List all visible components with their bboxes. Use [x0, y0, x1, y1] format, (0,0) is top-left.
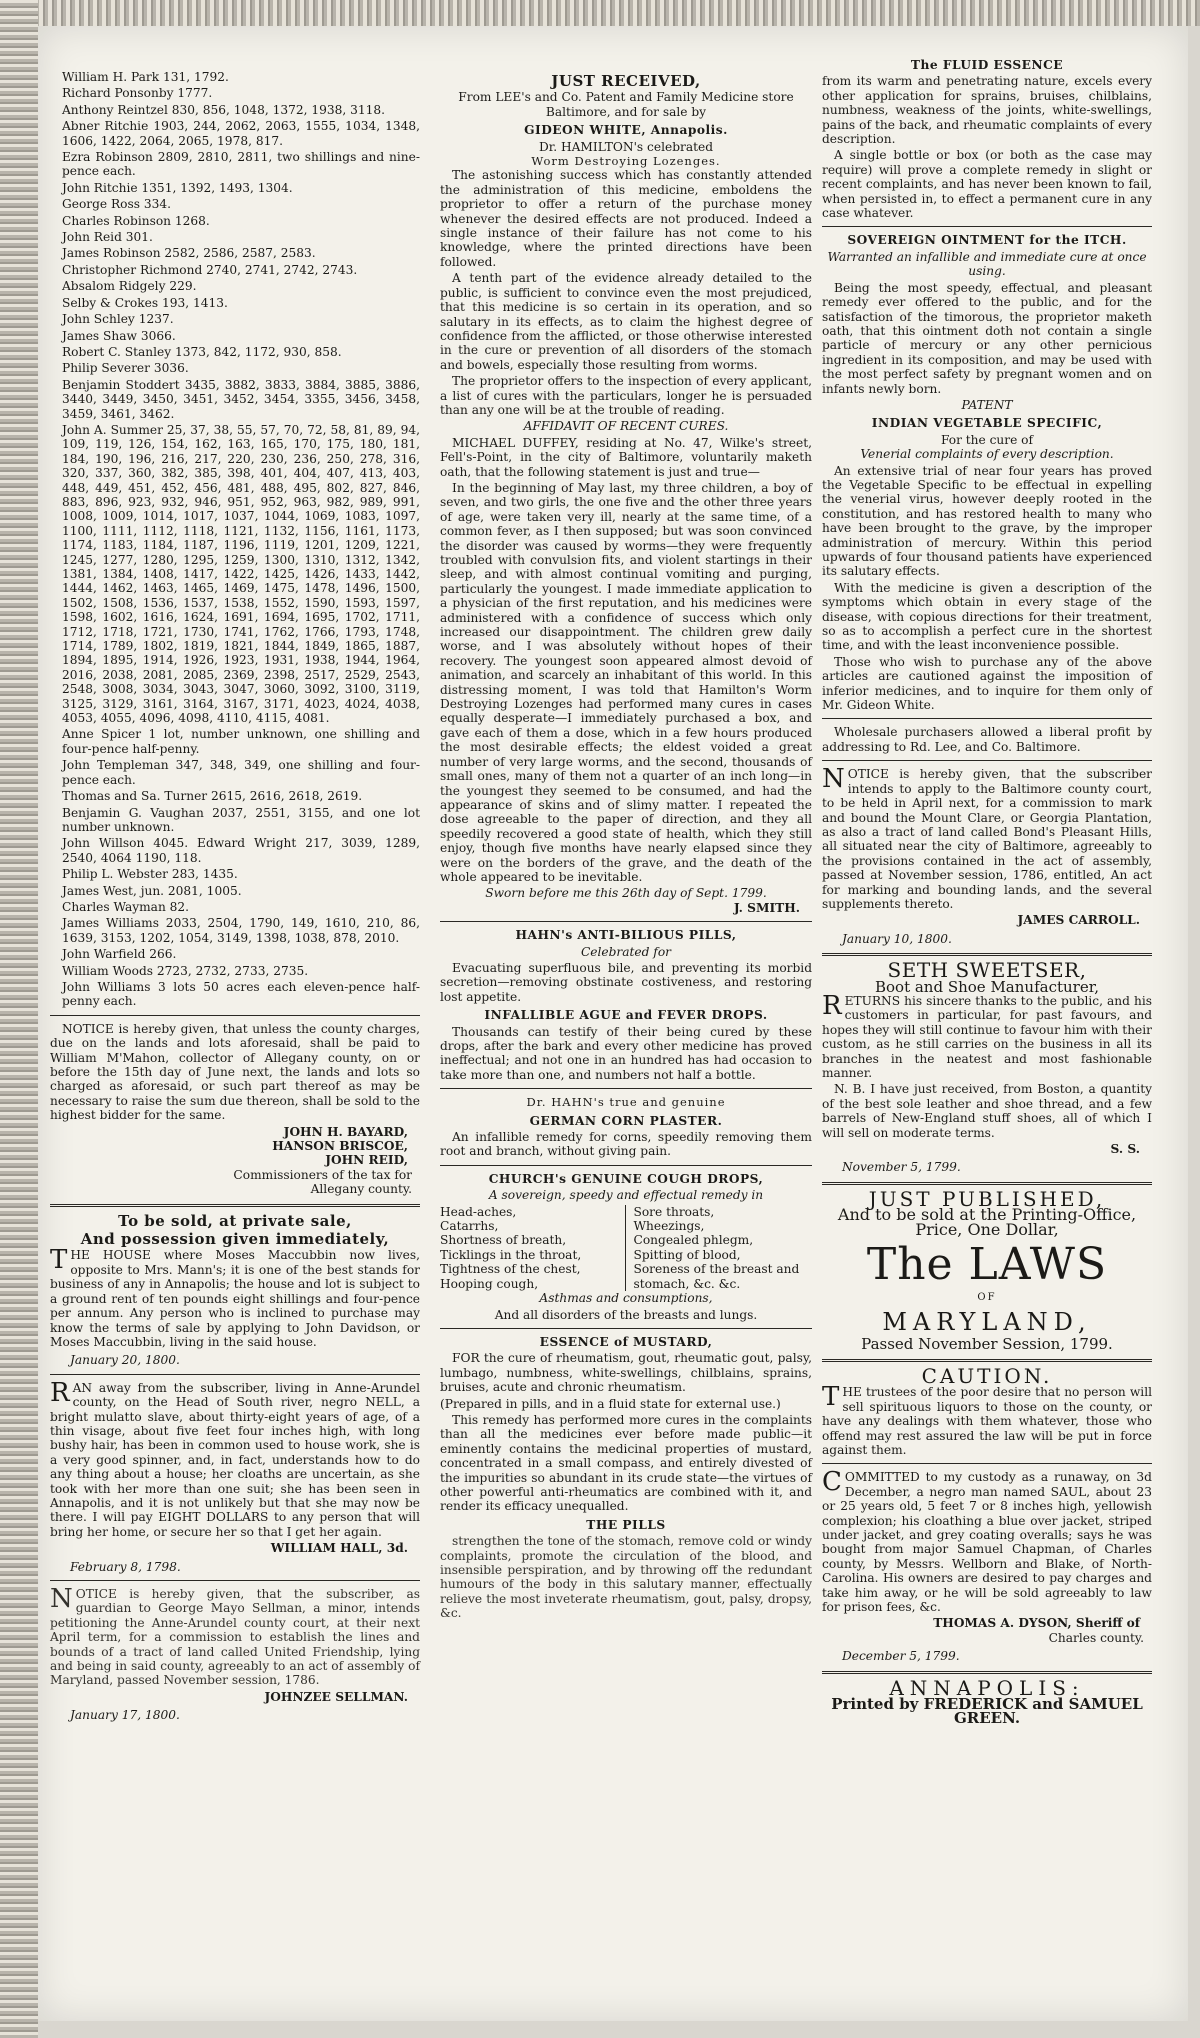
tax-list: [50, 70, 420, 1009]
tax-list-entry: Thomas and Sa. Turner 2615, 2616, 2618, 2619.: [62, 789, 363, 804]
divider: [822, 1463, 1152, 1464]
divider: [822, 226, 1152, 227]
cough-sub: A sovereign, speedy and effectual remedy in: [488, 1188, 764, 1203]
tax-list-entry: Benjamin Stoddert 3435, 3882, 3833, 3884, 3885, 3886, 3440, 3449, 3450, 3451, 3452, 3454, 3355, 3456, 3458, 3459, 3461, 3462.: [62, 377, 420, 421]
mustard-text: FOR the cure of rheumatism, gout, rheumatic gout, palsy, lumbago, numbness, white-swellings, chilblains, sprains, bruises, acute and chronic rheumatism.: [440, 1351, 812, 1395]
tax-list-entry: John Templeman 347, 348, 349, one shilling and four-pence each.: [62, 758, 420, 787]
divider: [50, 1374, 420, 1375]
ague-text: Thousands can testify of their being cured by these drops, after the bark and every other medicine has proved ineffectual; and not one in an hundred has had occasion to take more than one, and numbers not half a bottle.: [440, 1024, 812, 1082]
signature-bayard: JOHN H. BAYARD,: [283, 1124, 408, 1139]
corn-text: An infallible remedy for corns, speedily removing them root and branch, without giving pain.: [440, 1130, 812, 1159]
tax-list-entry: Anne Spicer 1 lot, number unknown, one shilling and four-pence half-penny.: [62, 727, 420, 756]
carroll-notice: NOTICE is hereby given, that the subscriber intends to apply to the Baltimore county court, to be held in April next, for a commission to mark and bound the Mount Clare, or Georgia Plantation, as also a tract of land called Bond's Pleasant Hills, all situated near the city of Baltimore, agreeably to the provisions contained in the act of assembly, passed at November session, 1786, entitled, An act for marking and bounding lands, and the several supplements thereto.: [822, 764, 1152, 911]
tax-list-entry: Anthony Reintzel 830, 856, 1048, 1372, 1938, 3118.: [62, 102, 385, 117]
tax-list-entry: George Ross 334.: [62, 197, 172, 212]
laws-title: The LAWS: [866, 1239, 1108, 1291]
hahn-sub: Celebrated for: [580, 944, 671, 959]
committed-date: December 5, 1799.: [842, 1649, 960, 1664]
commissioners-county: Allegany county.: [310, 1182, 412, 1197]
page-edge-left: [0, 0, 38, 2038]
cough-ailment: Congealed phlegm,: [633, 1233, 754, 1248]
column-1: [50, 70, 420, 1727]
tax-list-entry: John Warfield 266.: [62, 947, 177, 962]
affidavit-heading: AFFIDAVIT OF RECENT CURES.: [523, 419, 729, 434]
affidavit-body: In the beginning of May last, my three children, a boy of seven, and two girls, the one five and the other three years of age, were taken very ill, nearly at the same time, of a common fever, as I then supposed; but was soon convinced the disorder was caused by worms—they were frequently troubled with convulsion fits, and violent startings in their sleep, and with almost continual vomiting and purging, particularly the youngest. I made immediate application to a physician of the first reputation, and his medicines were administered with a confidence of success which only increased our disappointment. The children grew daily worse, and I was absolutely without hopes of their recovery. The youngest soon appeared almost devoid of animation, and scarcely an inhabitant of this world. In this distressing moment, I was told that Hamilton's Worm Destroying Lozenges had performed many cures in cases equally desperate—I immediately purchased a box, and gave each of them a dose, which in a few hours produced the most desirable effects; the eldest voided a great number of very large worms, and the second, thousands of small ones, many of them not a quarter of an inch long—in the youngest they seemed to be consumed, and had the appearance of skins and of slimy matter. I repeated the dose agreeable to the paper of direction, and they all speedily recovered a good state of health, which they still enjoy, though five months have nearly elapsed since they were on the borders of the grave, and the death of the whole appeared to be inevitable.: [440, 480, 812, 884]
pills-heading: THE PILLS: [586, 1517, 666, 1532]
ointment-sub: Warranted an infallible and immediate cure at once using.: [827, 249, 1147, 279]
divider: [440, 921, 812, 922]
cough-ailment: Sore throats,: [633, 1204, 715, 1219]
dyson-signature: THOMAS A. DYSON, Sheriff of: [933, 1616, 1140, 1631]
tax-list-entry: Charles Wayman 82.: [62, 899, 190, 914]
indian-sub: Venerial complaints of every description.: [860, 447, 1114, 462]
laws-session: Passed November Session, 1799.: [861, 1335, 1113, 1354]
cough-ailment: Catarrhs,: [440, 1219, 499, 1234]
sale-subheading: And possession given immediately,: [80, 1230, 390, 1249]
worm-lozenges-heading: Worm Destroying Lozenges.: [531, 154, 721, 169]
tax-list-entry: Robert C. Stanley 1373, 842, 1172, 930, 858.: [62, 344, 342, 359]
cough-ailment: Ticklings in the throat,: [440, 1247, 582, 1262]
tax-list-entry: John Reid 301.: [62, 230, 153, 245]
tax-list-entry: Philip L. Webster 283, 1435.: [62, 867, 238, 882]
column-2: [440, 70, 812, 1623]
cough-ailment: stomach, &c. &c.: [633, 1276, 741, 1291]
divider: [822, 1182, 1152, 1185]
divider: [440, 1165, 812, 1166]
cough-heading: CHURCH's GENUINE COUGH DROPS,: [488, 1171, 764, 1186]
ointment-heading: SOVEREIGN OINTMENT for the ITCH.: [847, 233, 1127, 248]
tax-list-entry: William H. Park 131, 1792.: [62, 70, 229, 84]
smith-signature: J. SMITH.: [733, 900, 800, 915]
pills-text: strengthen the tone of the stomach, remove cold or windy complaints, promote the circulation of the blood, and insensible perspiration, and by throwing off the redundant humours of the body in this salutary manner, effectually relieve the most inveterate rheumatism, gout, palsy, dropsy, &c.: [440, 1534, 812, 1621]
tax-list-entry: Charles Robinson 1268.: [62, 213, 210, 228]
wholesale-text: Wholesale purchasers allowed a liberal profit by addressing to Rd. Lee, and Co. Baltimore.: [822, 725, 1152, 754]
tax-list-entry: Abner Ritchie 1903, 244, 2062, 2063, 1555, 1034, 1348, 1606, 1422, 2064, 2065, 1978, 817.: [62, 119, 420, 148]
sworn-line: Sworn before me this 26th day of Sept. 1799.: [485, 886, 767, 901]
signature-briscoe: HANSON BRISCOE,: [272, 1139, 408, 1154]
tax-list-entry: Ezra Robinson 2809, 2810, 2811, two shillings and nine-pence each.: [62, 150, 420, 179]
divider: [822, 718, 1152, 719]
seth-date: November 5, 1799.: [842, 1160, 961, 1175]
cough-list-left: [440, 1205, 626, 1291]
seth-text: RETURNS his sincere thanks to the public, and his customers in particular, for past favours, and hopes they will still continue to favour him with their custom, as he still carries on the business in all its branches in the neatest and most fashionable manner.: [822, 990, 1152, 1080]
tax-list-entry: Absalom Ridgely 229.: [62, 279, 197, 294]
commissioners-line: Commissioners of the tax for: [233, 1167, 412, 1182]
tax-list-entry: John A. Summer 25, 37, 38, 55, 57, 70, 72, 58, 81, 89, 94, 109, 119, 126, 154, 162, 163, 165, 170, 175, 180, 181, 184, 190, 196, 216, 217, 220, 230, 236, 250, 278, 316, 320, 337, 360, 382, 385, 398, 401, 404, 407, 413, 403, 448, 449, 451, 452, 456, 481, 488, 495, 802, 827, 846, 883, 896, 923, 932, 946, 951, 952, 963, 982, 989, 991, 1008, 1009, 1014, 1017, 1037, 1044, 1069, 1083, 1097, 1100, 1111, 1112, 1118, 1121, 1132, 1156, 1161, 1173, 1174, 1183, 1184, 1187, 1196, 1119, 1201, 1209, 1221, 1245, 1277, 1280, 1295, 1259, 1300, 1310, 1312, 1342, 1381, 1384, 1408, 1417, 1422, 1425, 1426, 1433, 1442, 1444, 1462, 1463, 1465, 1469, 1475, 1478, 1496, 1500, 1502, 1508, 1536, 1537, 1538, 1552, 1590, 1593, 1597, 1598, 1602, 1616, 1624, 1691, 1694, 1695, 1702, 1711, 1712, 1718, 1721, 1730, 1741, 1762, 1766, 1793, 1748, 1714, 1789, 1802, 1819, 1821, 1844, 1849, 1865, 1887, 1894, 1895, 1914, 1926, 1923, 1931, 1938, 1944, 1964, 2016, 2038, 2081, 2085, 2369, 2398, 2517, 2529, 2543, 2548, 3008, 3034, 3043, 3047, 3060, 3092, 3100, 3119, 3125, 3129, 3161, 3164, 3167, 3171, 4023, 4024, 4038, 4053, 4055, 4096, 4098, 4110, 4115, 4081.: [62, 422, 420, 726]
divider: [822, 760, 1152, 761]
fluid-text: from its warm and penetrating nature, excels every other application for sprains, bruises, chilblains, numbness, weakness of the joints, white-swellings, pains of the back, and rheumatic complaints of every description.: [822, 74, 1152, 147]
tax-list-entry: James Shaw 3066.: [62, 328, 176, 343]
patent-label: PATENT: [961, 397, 1013, 412]
fluid-text-2: A single bottle or box (or both as the case may require) will prove a complete remedy in slight or recent complaints, and has never been known to fail, when persisted in, to effect a permanent cure in any case whatever.: [822, 148, 1152, 221]
indian-heading: INDIAN VEGETABLE SPECIFIC,: [871, 416, 1103, 431]
cough-asthma: Asthmas and consumptions,: [539, 1291, 713, 1306]
lozenges-paragraph-3: The proprietor offers to the inspection of every applicant, a list of cures with the particulars, longer he is persuaded than any one will be at the trouble of reading.: [440, 374, 812, 417]
cough-ailment: Wheezings,: [633, 1219, 705, 1234]
lozenges-paragraph-1: The astonishing success which has constantly attended the administration of this medicine, emboldens the proprietor to offer a return of the purchase money whenever the desired effects are not produced. Indeed a single instance of their failure has not come to his knowledge, where the printed directions have been followed.: [440, 168, 812, 269]
tax-list-entry: James West, jun. 2081, 1005.: [62, 883, 242, 898]
guardian-date: January 17, 1800.: [70, 1708, 180, 1723]
cough-ailments: [440, 1205, 812, 1291]
tax-list-entry: Christopher Richmond 2740, 2741, 2742, 2743.: [62, 262, 358, 277]
indian-text: An extensive trial of near four years has proved the Vegetable Specific to be effectual in expelling the venerial virus, however deeply rooted in the constitution, and has restored health to many who have been brought to the grave, by the improper administration of mercury. Within this period upwards of four thousand patients have experienced its salutary effects.: [822, 463, 1152, 579]
runaway-date: February 8, 1798.: [70, 1559, 181, 1574]
received-heading: JUST RECEIVED,: [551, 72, 701, 90]
corn-heading-2: GERMAN CORN PLASTER.: [529, 1113, 723, 1128]
divider: [822, 1671, 1152, 1674]
gideon-white: GIDEON WHITE, Annapolis.: [524, 123, 728, 138]
sale-date: January 20, 1800.: [70, 1353, 180, 1368]
allegany-notice: NOTICE is hereby given, that unless the county charges, due on the lands and lots aforesaid, shall be paid to William M'Mahon, collector of Allegany county, on or before the 15th day of June next, the lands and lots so charged as aforesaid, or such part thereof as may be necessary to raise the sum due thereon, shall be sold to the highest bidder for the same.: [50, 1021, 420, 1123]
cough-list-right: [634, 1205, 813, 1291]
mustard-text-2: This remedy has performed more cures in the complaints than all the medicines ever before made public—it eminently contains the medicinal properties of mustard, concentrated in a small compass, and entirely divested of the impurities so abundant in its crude state—the virtues of other powerful anti-rheumatics are combined with it, and render its efficacy unequalled.: [440, 1412, 812, 1514]
imprint-heading: ANNAPOLIS:: [889, 1675, 1085, 1700]
divider: [822, 953, 1152, 956]
lozenges-paragraph-2: A tenth part of the evidence already detailed to the public, is sufficient to convince even the most prejudiced, that this medicine is so certain in its operation, and so salutary in its effects, as to claim the highest degree of confidence from the afflicted, or those otherwise interested in the cure or prevention of all disorders of the stomach and bowels, especially those resulting from worms.: [440, 271, 812, 372]
dyson-county: Charles county.: [1048, 1630, 1144, 1645]
committed-text: COMMITTED to my custody as a runaway, on 3d December, a negro man named SAUL, about 23 or 25 years old, 5 feet 7 or 8 inches high, yellowish complexion; his cloathing a blue over jacket, striped under jacket, and grey coating overalls; says he was bought from major Samuel Chapman, of Charles county, by Messrs. Wellborn and Blake, of North-Carolina. His owners are desired to pay charges and take him away, or he will be sold agreeably to law for prison fees, &c.: [822, 1467, 1152, 1614]
corn-heading-1: Dr. HAHN's true and genuine: [526, 1095, 726, 1110]
tax-list-entry: James Williams 2033, 2504, 1790, 149, 1610, 210, 86, 1639, 3153, 1202, 1054, 3149, 1398, 1038, 878, 2010.: [62, 916, 420, 945]
divider: [440, 1328, 812, 1329]
seth-heading: SETH SWEETSER,: [887, 958, 1087, 983]
seth-initials: S. S.: [1110, 1142, 1140, 1157]
mustard-heading: ESSENCE of MUSTARD,: [539, 1334, 713, 1349]
caution-text: THE trustees of the poor desire that no person will sell spirituous liquors to those on the county, or have any dealings with them whatever, those who offend may rest assured the law will be put in force against them.: [822, 1382, 1152, 1457]
page-edge-top: [0, 0, 1200, 26]
divider: [440, 1088, 812, 1089]
tax-list-entry: Philip Severer 3036.: [62, 361, 189, 376]
seth-nb: N. B. I have just received, from Boston, a quantity of the best sole leather and shoe thread, and a few barrels of New-England stuff shoes, all of which I will sell on moderate terms.: [822, 1082, 1152, 1140]
runaway-signature: WILLIAM HALL, 3d.: [270, 1541, 408, 1556]
divider: [50, 1580, 420, 1581]
laws-state: MARYLAND,: [882, 1308, 1092, 1337]
fluid-heading: The FLUID ESSENCE: [910, 58, 1064, 72]
laws-of: OF: [977, 1292, 997, 1304]
seth-sub: Boot and Shoe Manufacturer,: [874, 977, 1099, 996]
caution-heading: CAUTION.: [921, 1363, 1053, 1388]
tax-list-entry: Selby & Crokes 193, 1413.: [62, 295, 228, 310]
mustard-prep: (Prepared in pills, and in a fluid state for external use.): [440, 1396, 781, 1411]
tax-list-entry: William Woods 2723, 2732, 2733, 2735.: [62, 963, 309, 978]
tax-list-entry: James Robinson 2582, 2586, 2587, 2583.: [62, 246, 316, 261]
laws-price: Price, One Dollar,: [915, 1219, 1059, 1239]
signature-reid: JOHN REID,: [325, 1153, 408, 1168]
cough-end: And all disorders of the breasts and lungs.: [494, 1307, 758, 1322]
tax-list-entry: John Williams 3 lots 50 acres each eleven-pence half-penny each.: [62, 979, 420, 1009]
column-3: [822, 58, 1152, 1728]
hahn-heading: HAHN's ANTI-BILIOUS PILLS,: [515, 928, 737, 943]
guardian-signature: JOHNZEE SELLMAN.: [264, 1689, 408, 1704]
divider: [50, 1015, 420, 1016]
laws-heading-1: JUST PUBLISHED,: [868, 1186, 1106, 1211]
indian-for: For the cure of: [940, 432, 1034, 447]
sale-text: THE HOUSE where Moses Maccubbin now lives, opposite to Mrs. Mann's; it is one of the best stands for business of any in Annapolis; the house and lot is subject to a ground rent of ten pounds eight shillings and four-pence per annum. Any person who is inclined to purchase may know the terms of sale by applying to John Davidson, or Moses Maccubbin, living in the said house.: [50, 1245, 420, 1349]
cough-ailment: Tightness of the chest,: [440, 1262, 581, 1277]
carroll-signature: JAMES CARROLL.: [1017, 913, 1140, 928]
indian-text-3: Those who wish to purchase any of the above articles are cautioned against the imposition of inferior medicines, and to inquire for them only of Mr. Gideon White.: [822, 654, 1152, 713]
indian-text-2: With the medicine is given a description of the symptoms which obtain in every stage of the disease, with copious directions for their treatment, so as to accomplish a perfect cure in the shortest time, and with the least inconvenience possible.: [822, 580, 1152, 653]
affidavit-intro: MICHAEL DUFFEY, residing at No. 47, Wilke's street, Fell's-Point, in the city of Baltimore, voluntarily maketh oath, that the following statement is just and true—: [440, 435, 812, 479]
received-sub: From LEE's and Co. Patent and Family Medicine store Baltimore, and for sale by: [458, 90, 794, 119]
tax-list-entry: John Willson 4045. Edward Wright 217, 3039, 1289, 2540, 4064 1190, 118.: [62, 836, 420, 865]
cough-ailment: Head-aches,: [440, 1204, 517, 1219]
sale-heading: To be sold, at private sale,: [118, 1211, 352, 1230]
cough-ailment: Hooping cough,: [440, 1276, 539, 1291]
carroll-date: January 10, 1800.: [842, 931, 952, 946]
ague-heading: INFALLIBLE AGUE and FEVER DROPS.: [484, 1008, 768, 1023]
imprint-printer: Printed by FREDERICK and SAMUEL GREEN.: [831, 1695, 1143, 1728]
tax-list-entry: Richard Ponsonby 1777.: [62, 86, 213, 101]
divider: [50, 1204, 420, 1207]
divider: [822, 1359, 1152, 1362]
tax-list-entry: Benjamin G. Vaughan 2037, 2551, 3155, and one lot number unknown.: [62, 805, 420, 834]
laws-heading-2: And to be sold at the Printing-Office,: [837, 1205, 1137, 1225]
cough-ailment: Soreness of the breast and: [633, 1262, 800, 1277]
guardian-notice: NOTICE is hereby given, that the subscriber, as guardian to George Mayo Sellman, a minor, intends petitioning the Anne-Arundel county court, at their next April term, for a commission to establish the lines and bounds of a tract of land called United Friendship, lying and being in said county, agreeably to an act of assembly of Maryland, passed November session, 1786.: [50, 1584, 420, 1688]
ointment-text: Being the most speedy, effectual, and pleasant remedy ever offered to the public, and for the satisfaction of the timorous, the proprietor maketh oath, that this ointment doth not contain a single particle of mercury or any other pernicious ingredient in its composition, and may be used with the most perfect safety by pregnant women and on infants newly born.: [822, 280, 1152, 396]
hahn-text: Evacuating superfluous bile, and preventing its morbid secretion—removing obstinate costiveness, and restoring lost appetite.: [440, 960, 812, 1004]
tax-list-entry: John Ritchie 1351, 1392, 1493, 1304.: [62, 180, 293, 195]
cough-ailment: Spitting of blood,: [633, 1247, 741, 1262]
runaway-text: RAN away from the subscriber, living in Anne-Arundel county, on the Head of South river, negro NELL, a bright mulatto slave, about thirty-eight years of age, of a thin visage, about five feet four inches high, with long bushy hair, has been in common used to house work, she is a very good spinner, and, in fact, understands how to do any thing about a house; her cloaths are uncertain, as she took with her more than one suit; she has been seen in Annapolis, and it is not unlikely but that she may now be there. I will pay EIGHT DOLLARS to any person that will bring her home, or secure her so that I get her again.: [50, 1377, 420, 1539]
cough-ailment: Shortness of breath,: [440, 1233, 567, 1248]
hamilton-heading: Dr. HAMILTON's celebrated: [538, 139, 714, 154]
tax-list-entry: John Schley 1237.: [62, 312, 174, 327]
